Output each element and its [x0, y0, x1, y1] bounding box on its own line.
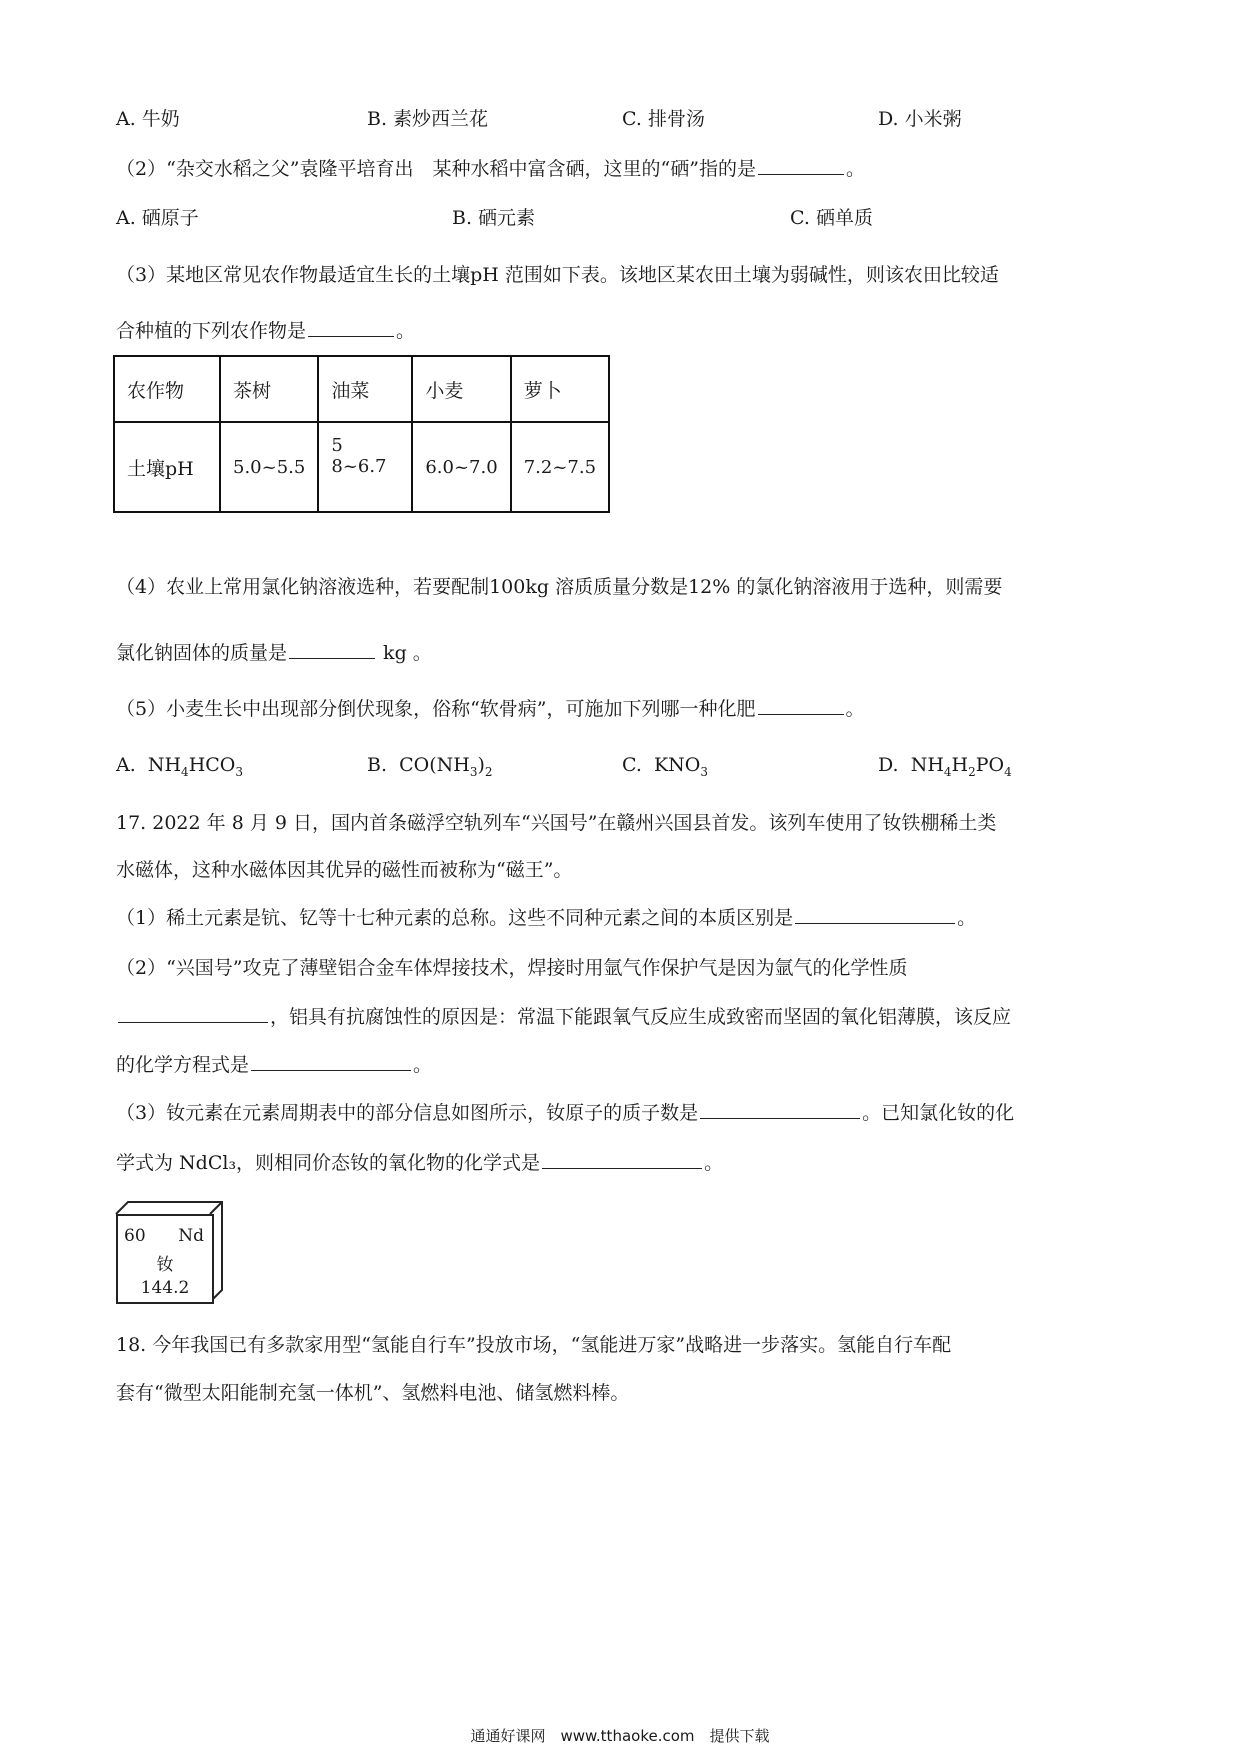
option-c: C. 排骨汤 — [622, 108, 705, 130]
q17-3-line2 — [116, 1150, 723, 1176]
q16-4-line1: （4）农业上常用氯化钠溶液选种，若要配制100kg 溶质质量分数是12% 的氯化钠溶液用于选种，则需要 — [116, 576, 1003, 598]
element-name: 钕 — [156, 1255, 174, 1275]
atomic-mass: 144.2 — [140, 1278, 190, 1298]
q17-3-end: 。 — [704, 1152, 724, 1174]
option-a: A. 牛奶 — [116, 108, 180, 130]
q16-2-option-b: B. 硒元素 — [452, 207, 536, 229]
q16-4-end: kg 。 — [377, 642, 432, 664]
q16-5-stem — [116, 696, 865, 722]
q17-line1: 17. 2022 年 8 月 9 日，国内首条磁浮空轨列车“兴国号”在赣州兴国县首发。该列车使用了钕铁棚稀土类 — [116, 812, 997, 834]
q16-2-option-c: C. 硒单质 — [790, 207, 873, 229]
page-footer: 通通好课网 www.tthaoke.com 提供下载 — [470, 1727, 770, 1745]
q16-3-text: 合种植的下列农作物是 — [116, 320, 307, 342]
table-cell: 农作物 — [114, 356, 220, 422]
option-d: D. 小米粥 — [878, 108, 962, 130]
q17-line2: 水磁体，这种水磁体因其优异的磁性而被称为“磁王”。 — [116, 859, 573, 881]
answer-blank — [118, 1004, 268, 1023]
q16-5-end: 。 — [845, 698, 865, 720]
q17-1-end: 。 — [957, 907, 977, 929]
answer-blank — [542, 1150, 702, 1169]
q16-5-option-d: D. $NH_4H_2PO_4$ — [878, 754, 1012, 779]
q16-3-line2 — [116, 318, 415, 344]
q16-3-line1: （3）某地区常见农作物最适宜生长的土壤pH 范围如下表。该地区某农田土壤为弱碱性，则该农田比较适 — [116, 264, 999, 286]
table-cell: 茶树 — [220, 356, 318, 422]
option-prefix: C. — [622, 754, 642, 776]
q16-5-option-b: B. $CO(NH_3)_2$ — [367, 754, 493, 779]
q17-3-text2: 学式为 NdCl₃，则相同价态钕的氧化物的化学式是 — [116, 1152, 541, 1174]
q16-4-line2 — [116, 640, 432, 666]
table-cell: 6.0~7.0 — [412, 422, 510, 512]
table-cell: 5 8~6.7 — [318, 422, 412, 512]
q16-2-text: （2）“杂交水稻之父”袁隆平培育出 某种水稻中富含硒，这里的“硒”指的是 — [116, 158, 756, 180]
answer-blank — [251, 1052, 411, 1071]
atomic-number: 60 — [124, 1226, 146, 1246]
option-prefix: B. — [367, 754, 388, 776]
q16-5-option-a: A. $NH_4HCO_3$ — [116, 754, 244, 779]
table-cell: 土壤pH — [114, 422, 220, 512]
q17-3-line1 — [116, 1100, 1014, 1126]
q17-2-text: ，铝具有抗腐蚀性的原因是：常温下能跟氧气反应生成致密而坚固的氧化铝薄膜，该反应 — [270, 1006, 1012, 1028]
q16-5-option-c: C. $KNO_3$ — [622, 754, 709, 779]
table-header-row — [114, 356, 609, 422]
q17-3-text-end: 。已知氯化钕的化 — [862, 1102, 1015, 1124]
q16-5-text: （5）小麦生长中出现部分倒伏现象，俗称“软骨病”，可施加下列哪一种化肥 — [116, 698, 756, 720]
q18-line1: 18. 今年我国已有多款家用型“氢能自行车”投放市场，“氢能进万家”战略进一步落实。氢能自行车配 — [116, 1334, 952, 1356]
answer-blank — [795, 905, 955, 924]
table-cell: 小麦 — [412, 356, 510, 422]
answer-blank — [758, 696, 844, 715]
q16-2-option-a: A. 硒原子 — [116, 207, 199, 229]
q16-4-text: 氯化钠固体的质量是 — [116, 642, 288, 664]
q17-2-text3: 的化学方程式是 — [116, 1054, 250, 1076]
q16-3-end: 。 — [396, 320, 416, 342]
q17-2-line1: （2）“兴国号”攻克了薄壁铝合金车体焊接技术，焊接时用氩气作保护气是因为氩气的化学性质 — [116, 957, 908, 979]
table-cell: 油菜 — [318, 356, 412, 422]
q17-1 — [116, 905, 976, 931]
table-cell: 5.0~5.5 — [220, 422, 318, 512]
q16-2-end: 。 — [845, 158, 865, 180]
table-cell: 萝卜 — [511, 356, 609, 422]
answer-blank — [308, 318, 394, 337]
option-b: B. 素炒西兰花 — [367, 108, 489, 130]
q16-2-stem — [116, 156, 865, 182]
element-card-nd — [116, 1214, 214, 1304]
q17-2-line2 — [116, 1004, 1011, 1030]
q17-2-end: 。 — [413, 1054, 433, 1076]
answer-blank — [700, 1100, 860, 1119]
q18-line2: 套有“微型太阳能制充氢一体机”、氢燃料电池、储氢燃料棒。 — [116, 1382, 630, 1404]
soil-ph-table — [113, 355, 610, 513]
option-prefix: D. — [878, 754, 899, 776]
q17-2-line3 — [116, 1052, 432, 1078]
table-cell: 7.2~7.5 — [511, 422, 609, 512]
answer-blank — [758, 156, 844, 175]
q17-3-text: （3）钕元素在元素周期表中的部分信息如图所示，钕原子的质子数是 — [116, 1102, 699, 1124]
table-row — [114, 422, 609, 512]
element-symbol: Nd — [178, 1226, 204, 1246]
answer-blank — [289, 640, 375, 659]
q17-1-text: （1）稀土元素是钪、钇等十七种元素的总称。这些不同种元素之间的本质区别是 — [116, 907, 794, 929]
option-prefix: A. — [116, 754, 136, 776]
